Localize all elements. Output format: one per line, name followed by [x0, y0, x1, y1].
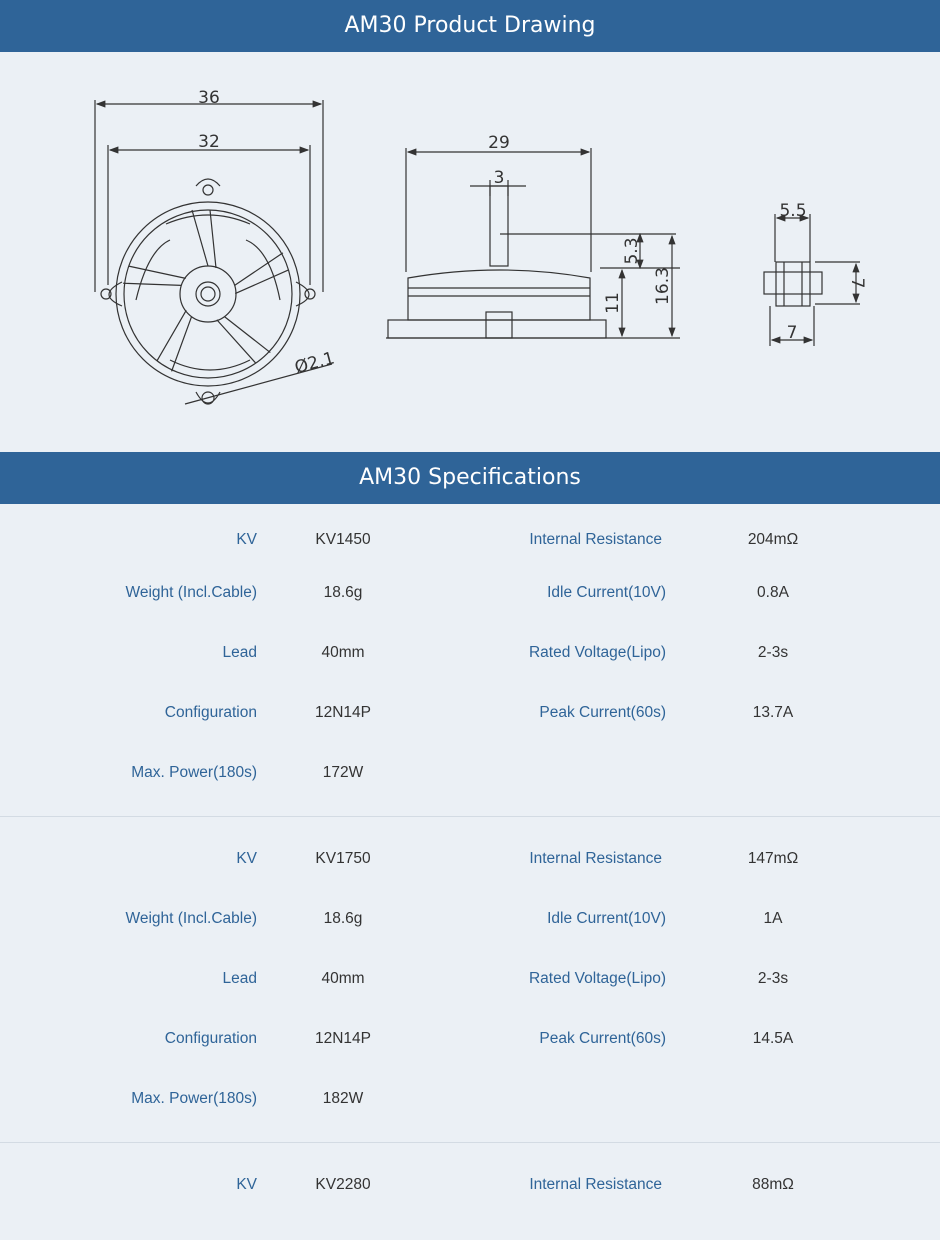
- value-resistance: 147mΩ: [747, 850, 799, 867]
- drawing-title: AM30 Product Drawing: [0, 0, 940, 52]
- specs-title: AM30 Specifications: [0, 452, 940, 504]
- value-max-power: 172W: [322, 764, 364, 781]
- spec-block-1: [0, 504, 940, 817]
- dim-body-height: 11: [603, 292, 623, 314]
- spec-block-2: [0, 817, 940, 1143]
- adapter-view: [764, 214, 860, 346]
- spec-row: [0, 1024, 940, 1054]
- label-peak-current: Peak Current(60s): [539, 704, 666, 721]
- value-kv: KV1450: [315, 531, 371, 548]
- value-kv: KV2280: [315, 1176, 371, 1193]
- value-resistance: 204mΩ: [747, 531, 799, 548]
- label-lead: Lead: [222, 644, 257, 661]
- spec-row: [0, 525, 940, 555]
- value-lead: 40mm: [321, 644, 365, 661]
- spec-row: [0, 904, 940, 934]
- dim-shaft-diameter: 3: [493, 168, 505, 188]
- label-configuration: Configuration: [164, 1030, 257, 1047]
- label-weight: Weight (Incl.Cable): [125, 584, 257, 601]
- label-idle-current: Idle Current(10V): [547, 584, 666, 601]
- label-rated-voltage: Rated Voltage(Lipo): [528, 970, 666, 987]
- value-peak-current: 14.5A: [752, 1030, 794, 1047]
- spec-row: [0, 1084, 940, 1114]
- label-rated-voltage: Rated Voltage(Lipo): [528, 644, 666, 661]
- label-resistance: Internal Resistance: [529, 1176, 662, 1193]
- spec-row: [0, 844, 940, 874]
- label-peak-current: Peak Current(60s): [539, 1030, 666, 1047]
- spec-row: [0, 964, 940, 994]
- dim-adapter-bottom: 7: [786, 323, 798, 343]
- spec-row: [0, 638, 940, 668]
- label-max-power: Max. Power(180s): [131, 764, 257, 781]
- value-max-power: 182W: [322, 1090, 364, 1107]
- value-rated-voltage: 2-3s: [757, 644, 789, 661]
- value-configuration: 12N14P: [314, 704, 371, 721]
- value-idle-current: 0.8A: [757, 584, 789, 601]
- value-idle-current: 1A: [763, 910, 783, 927]
- dim-shaft-length: 5.3: [622, 237, 642, 265]
- value-lead: 40mm: [321, 970, 365, 987]
- spec-row: [0, 1170, 940, 1200]
- value-rated-voltage: 2-3s: [757, 970, 789, 987]
- label-kv: KV: [236, 1176, 257, 1193]
- product-drawing: [0, 52, 940, 452]
- label-kv: KV: [236, 850, 257, 867]
- spec-row: [0, 578, 940, 608]
- spec-table: [0, 504, 940, 1240]
- label-lead: Lead: [222, 970, 257, 987]
- dim-mount-spacing: 32: [198, 132, 220, 152]
- label-resistance: Internal Resistance: [529, 850, 662, 867]
- label-resistance: Internal Resistance: [529, 531, 662, 548]
- value-weight: 18.6g: [323, 584, 363, 601]
- label-max-power: Max. Power(180s): [131, 1090, 257, 1107]
- value-configuration: 12N14P: [314, 1030, 371, 1047]
- dim-hole-diameter: Ø2.1: [292, 348, 337, 379]
- spec-row: [0, 758, 940, 788]
- value-kv: KV1750: [315, 850, 371, 867]
- label-idle-current: Idle Current(10V): [547, 910, 666, 927]
- label-weight: Weight (Incl.Cable): [125, 910, 257, 927]
- dim-adapter-top: 5.5: [779, 201, 807, 221]
- dim-side-width: 29: [488, 133, 510, 153]
- value-peak-current: 13.7A: [752, 704, 794, 721]
- spec-block-3: [0, 1143, 940, 1240]
- dim-outer-diameter: 36: [198, 88, 220, 108]
- value-weight: 18.6g: [323, 910, 363, 927]
- dim-adapter-height: 7: [847, 277, 867, 289]
- dim-total-height: 16.3: [653, 267, 673, 305]
- label-configuration: Configuration: [164, 704, 257, 721]
- spec-row: [0, 698, 940, 728]
- label-kv: KV: [236, 531, 257, 548]
- value-resistance: 88mΩ: [752, 1176, 794, 1193]
